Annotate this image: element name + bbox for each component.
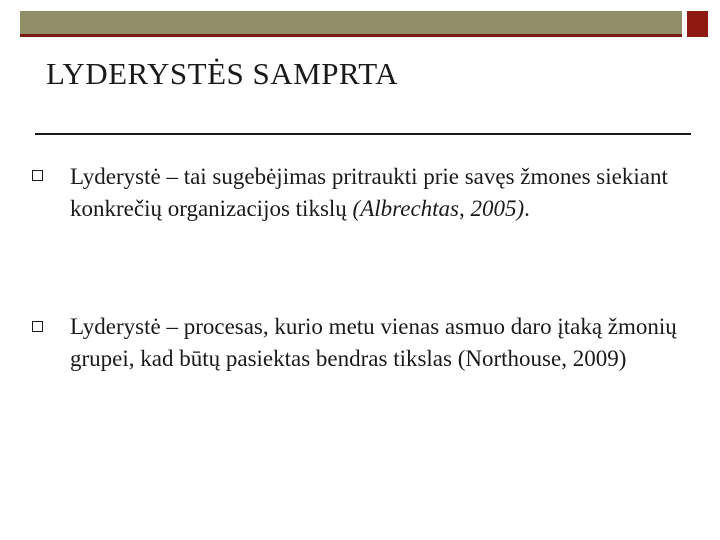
bullet-1-text: Lyderystė – tai sugebėjimas pritraukti prie savęs žmones siekiant konkrečių organizacijos tikslų [70,164,668,221]
bullet-square-icon [32,170,43,181]
bullet-item-2 [70,311,700,375]
slide-title: LYDERYSTĖS SAMPRTA [46,56,399,91]
bullet-2-text: Lyderystė – procesas, kurio metu vienas asmuo daro įtaką žmonių grupei, kad būtų pasiektas bendras tikslas (Northouse, 2009) [70,314,677,371]
bullet-1-citation: (Albrechtas, 2005) [352,196,525,221]
bullet-item-1 [70,161,700,225]
bullet-square-icon [32,321,43,332]
bullet-1-trailing: . [524,196,530,221]
